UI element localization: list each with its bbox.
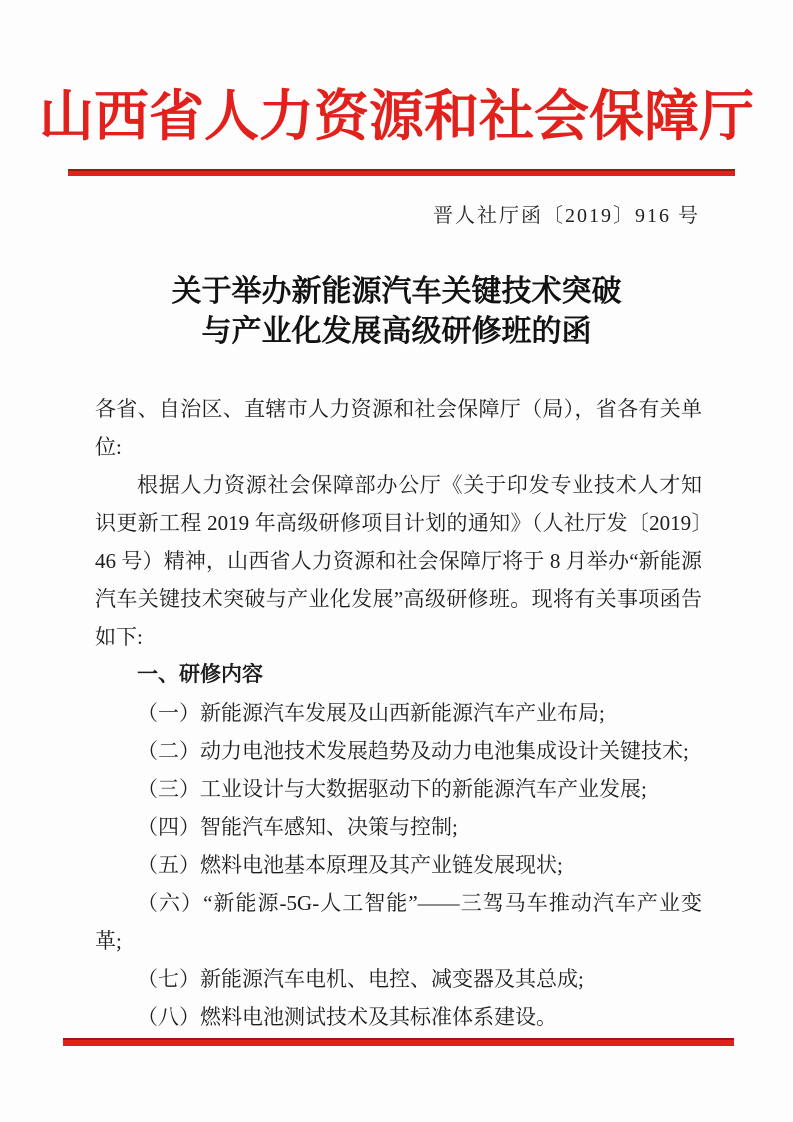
footer-red-rule — [63, 1038, 734, 1046]
document-title — [0, 272, 793, 352]
agency-title: 山西省人力资源和社会保障厅 — [38, 86, 754, 147]
list-item-7: （七）新能源汽车电机、电控、减变器及其总成; — [137, 967, 584, 991]
document-number: 晋人社厅函〔2019〕916 号 — [433, 205, 700, 227]
list-item-5: （五）燃料电池基本原理及其产业链发展现状; — [137, 853, 563, 877]
salutation: 各省、自治区、直辖市人力资源和社会保障厅（局），省各有关单位: — [95, 397, 702, 459]
list-item-1: （一）新能源汽车发展及山西新能源汽车产业布局; — [137, 701, 605, 725]
section-heading: 一、研修内容 — [137, 663, 263, 686]
document-body — [95, 390, 702, 1036]
list-item-8: （八）燃料电池测试技术及其标准体系建设。 — [137, 1005, 557, 1029]
intro-paragraph: 根据人力资源社会保障部办公厅《关于印发专业技术人才知识更新工程 2019 年高级研修项目计划的通知》（人社厅发〔2019〕46 号）精神，山西省人力资源和社会保障厅将于 8 月举办“新能源汽车关键技术突破与产业化发展”高级研修班。现将有关事项函告如下: — [95, 473, 702, 649]
list-item-4: （四）智能汽车感知、决策与控制; — [137, 815, 458, 839]
header-red-rule — [68, 169, 735, 176]
letterhead — [0, 0, 793, 230]
list-item-3: （三）工业设计与大数据驱动下的新能源汽车产业发展; — [137, 777, 647, 801]
list-item-6: （六）“新能源-5G-人工智能”——三驾马车推动汽车产业变革; — [95, 891, 702, 953]
list-item-2: （二）动力电池技术发展趋势及动力电池集成设计关键技术; — [137, 739, 689, 763]
document-title-line1: 关于举办新能源汽车关键技术突破 — [171, 275, 622, 308]
document-title-line2: 与产业化发展高级研修班的函 — [201, 315, 592, 348]
